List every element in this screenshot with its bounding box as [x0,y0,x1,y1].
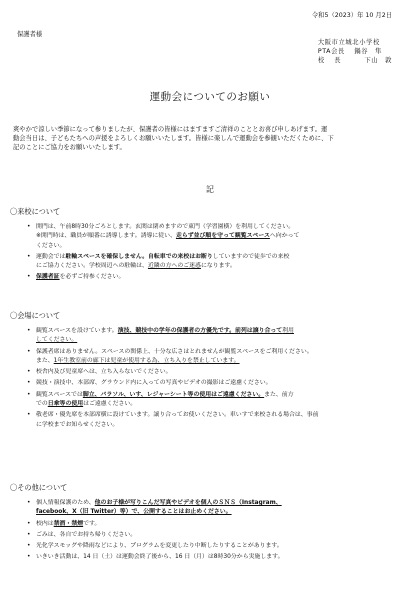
list-item [10,391,410,410]
text-run: に学校までお知らせください。 [36,421,119,428]
text-run: 走らず並び順を守って観覧スペース [175,233,270,240]
list-item [10,223,410,251]
text-run: 光化学スモッグや降雨などにより、プログラムを変更したり中断したりすることがあります。 [36,543,283,550]
list-item [10,379,410,388]
item-line [36,531,410,540]
item-line [36,508,410,517]
item-line [36,262,410,271]
sender-pta: PTA会長 鍋谷 隼 [317,48,382,55]
list-item [10,553,410,562]
text-run: ※開門時は、職員が順番に誘導します。誘導に従い、 [36,233,176,240]
text-run: 保護者証 [36,274,60,281]
text-run: 駐輪スペースを確保しません。自転車での来校はお断り [65,253,213,260]
text-run: いきいき活動は、14 日（土）は運動会終了後から、16 日（月）は8時30分から実施します。 [36,554,284,561]
item-line [36,327,410,336]
text-run: していますので徒歩での来校 [212,253,290,260]
list-item [10,520,410,529]
text-run: 校舎内及び児童席へは、立ち入らないでください。 [36,369,172,376]
text-run: へ向かって [269,233,300,240]
item-line [36,391,410,400]
text-run: 敬老席・優先席を本部席横に設けています。譲り合ってお使いください。車いすで来校される場合は、事前 [36,412,319,419]
item-line [36,499,410,508]
item-line [36,348,410,357]
text-run: 競技・演技中、本部席、グラウンド内に入っての写真やビデオの撮影はご遠慮ください。 [36,380,272,387]
recipient: 保護者様 [17,31,43,38]
item-line [36,357,410,366]
section-items [10,223,410,283]
bullet-icon: • [27,554,31,561]
list-item [10,531,410,540]
text-run: 脚立、パラソル、いす、レジャーシート等の使用はご遠慮ください。 [82,391,265,398]
item-line [36,542,410,551]
bullet-icon: • [27,224,31,230]
text-run: ごみは、各自でお持ち帰りください。 [36,531,137,538]
text-run: 保護者席はありません。スペースの関係上、十分な広さはとれませんが観覧スペースをご利用ください。 [36,348,313,355]
list-item [10,411,410,430]
list-item [10,253,410,272]
section-heading: 〇その他について [10,483,68,492]
text-run: facebook、X（旧 Twitter）等）で、公開することはお止めください。 [36,509,232,516]
intro-paragraph [13,125,408,152]
item-line [36,336,410,345]
list-item [10,368,410,377]
bullet-icon: • [27,543,31,550]
text-run: また、前方 [264,391,294,398]
text-run: での [36,401,48,408]
ki-heading: 記 [206,185,214,194]
text-run: 個人情報保護のため、 [36,500,95,506]
text-run: 1年生教室前の廊下は児童が使用する為、立ち入りを禁止しています。 [53,357,240,364]
text-run: です。 [83,520,101,527]
section-venue [10,311,410,432]
bullet-icon: • [27,380,31,387]
text-run: 利用 [282,328,294,334]
text-run: 他のお子様が写りこんだ写真やビデオを個人のＳＮＳ（Instagram、 [94,500,282,506]
text-run: また、 [36,357,54,364]
item-line [36,232,410,241]
item-line [36,520,410,529]
intro-line: 爽やかで涼しい季節になって参りましたが、保護者の皆様にはますますご清祥のこととお喜び申しあげます。運 [13,126,328,133]
list-item [10,542,410,551]
sender-school: 大阪市立城北小学校 [317,39,380,46]
section-items [10,499,410,563]
section-other [10,483,410,565]
item-line [36,242,410,251]
text-run: にご協力ください。学校周辺への駐輪は、 [36,263,148,270]
item-line [36,273,410,282]
bullet-icon: • [27,391,31,398]
list-item [10,348,410,367]
section-heading: 〇会場について [10,311,61,320]
item-line [36,223,410,232]
text-run: 日傘等の使用 [47,401,84,408]
intro-line: 動会当日は、子どもたちへの声援をよろしくお願いいたします。皆様に楽しんで運動会を参観いただくために、下 [13,135,334,142]
intro-line: 記のことにご協力をお願いいたします。 [13,144,126,151]
item-line [36,421,410,430]
item-line [36,368,410,377]
bullet-icon: • [27,520,31,527]
item-line [36,379,410,388]
section-items [10,327,410,430]
item-line [36,553,410,562]
bullet-icon: • [27,253,31,260]
text-run: 校内は [36,520,54,527]
text-run: 近隣の方へのご迷惑 [147,263,201,270]
text-run: 観覧スペースでは [36,391,83,398]
sender-principal: 校 長 下山 敦 [317,57,392,64]
section-heading: 〇来校について [10,207,61,216]
text-run: を必ずご持参ください。 [59,274,125,281]
list-item [10,273,410,282]
bullet-icon: • [27,274,31,281]
bullet-icon: • [27,531,31,538]
list-item [10,327,410,346]
bullet-icon: • [27,348,31,355]
bullet-icon: • [27,412,31,419]
text-run: になります。 [200,263,236,270]
date: 令和5（2023）年 10 月2日 [311,12,392,19]
bullet-icon: • [27,500,31,506]
text-run: 観覧スペースを設けています。 [36,328,118,334]
text-run: 禁酒・禁煙 [53,520,84,527]
text-run: 運動会では [36,253,66,260]
page-title: 運動会についてのお願い [149,91,271,103]
item-line [36,253,410,262]
text-run: はご遠慮ください。 [83,401,137,408]
bullet-icon: • [27,369,31,376]
text-run: ください。 [36,242,66,249]
text-run: 開門は、午前8時30分ごろとします。玄関は閉めますので東門（学習園横）を利用してください。 [36,224,295,230]
sender-block [318,38,392,65]
list-item [10,499,410,518]
text-run: 演技、競技中の学年の保護者の方優先です。前列は譲り合って [117,328,283,334]
bullet-icon: • [27,328,31,334]
section-visit [10,207,410,285]
item-line [36,400,410,409]
item-line [36,411,410,420]
text-run: してください。 [36,337,78,344]
